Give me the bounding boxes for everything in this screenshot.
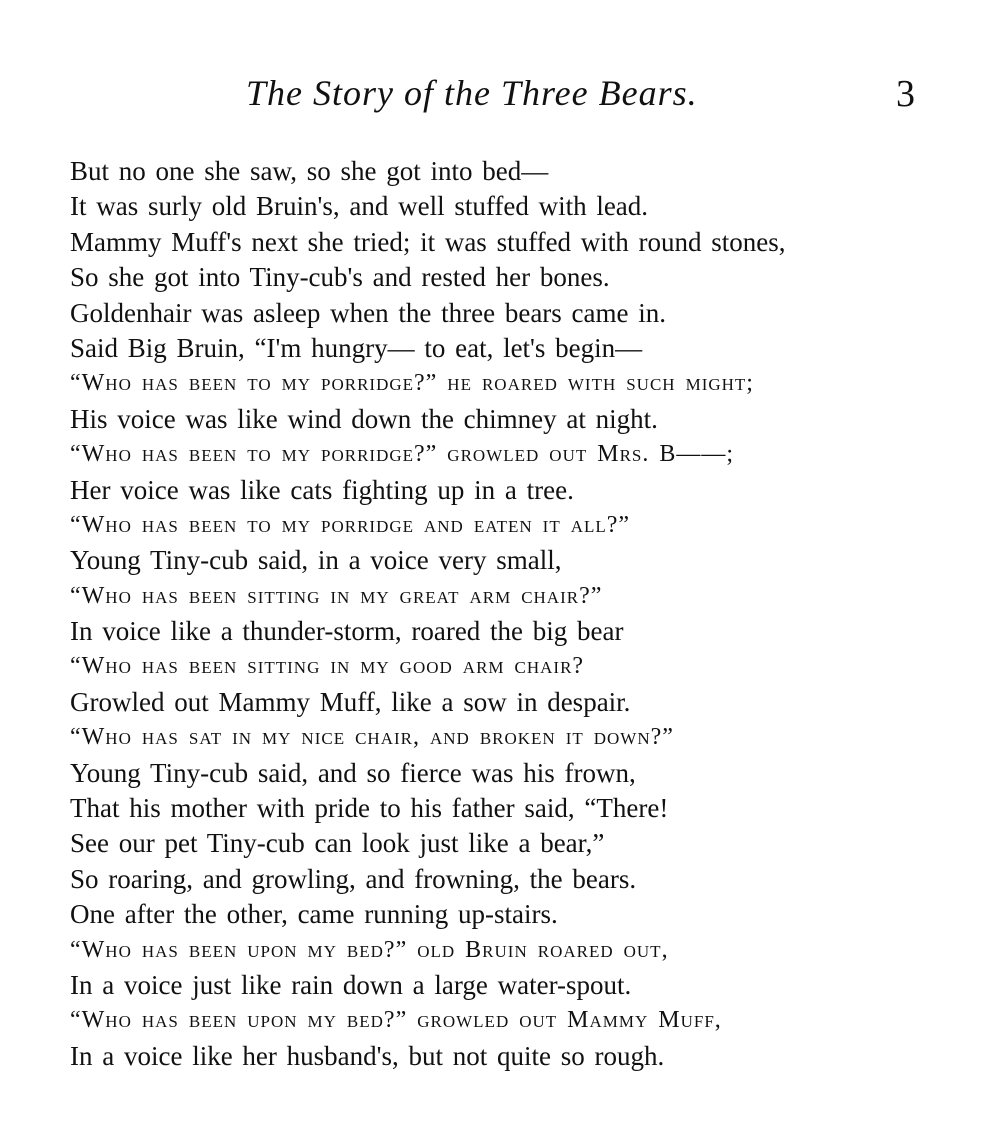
poem-line: Young Tiny-cub said, in a voice very small, — [70, 545, 562, 576]
poem-line: Said Big Bruin, “I'm hungry— to eat, let's begin— — [70, 332, 643, 363]
poem-line: So roaring, and growling, and frowning, the bears. — [70, 863, 637, 894]
poem-line: So she got into Tiny-cub's and rested her bones. — [70, 262, 610, 293]
poem-line: In voice like a thunder-storm, roared the big bear — [70, 616, 624, 647]
poem-line: But no one she saw, so she got into bed— — [70, 156, 549, 186]
poem-line: “Who has been to my porridge?” growled out Mrs. B——; — [70, 441, 735, 468]
poem-line: Mammy Muff's next she tried; it was stuffed with round stones, — [70, 226, 786, 257]
poem-line: “Who has been upon my bed?” growled out Mammy Muff, — [70, 1007, 722, 1034]
poem-line: “Who has been upon my bed?” old Bruin roared out, — [70, 936, 669, 963]
page-number: 3 — [896, 73, 915, 115]
poem-line: “Who has been to my porridge?” he roared with such might; — [70, 370, 754, 397]
poem-line: In a voice like her husband's, but not quite so rough. — [70, 1040, 665, 1071]
poem-line: “Who has been to my porridge and eaten it all?” — [70, 511, 631, 538]
poem-line: His voice was like wind down the chimney at night. — [70, 403, 658, 434]
poem-line: One after the other, came running up-stairs. — [70, 899, 558, 930]
poem-line: That his mother with pride to his father said, “There! — [70, 793, 669, 824]
poem-line: “Who has sat in my nice chair, and broken it down?” — [70, 724, 674, 751]
page-header — [0, 72, 1000, 122]
poem-text — [70, 154, 970, 1074]
poem-line: In a voice just like rain down a large water-spout. — [70, 969, 632, 1000]
poem-line: Growled out Mammy Muff, like a sow in despair. — [70, 686, 631, 717]
running-title: The Story of the Three Bears. — [246, 73, 698, 113]
poem-line: It was surly old Bruin's, and well stuffed with lead. — [70, 191, 649, 222]
poem-line: “Who has been sitting in my good arm chair? — [70, 653, 585, 680]
poem-line: Goldenhair was asleep when the three bears came in. — [70, 297, 667, 328]
poem-line: Her voice was like cats fighting up in a tree. — [70, 474, 574, 505]
poem-line: Young Tiny-cub said, and so fierce was his frown, — [70, 757, 636, 788]
poem-line: “Who has been sitting in my great arm chair?” — [70, 582, 603, 609]
poem-line: See our pet Tiny-cub can look just like a bear,” — [70, 828, 605, 859]
